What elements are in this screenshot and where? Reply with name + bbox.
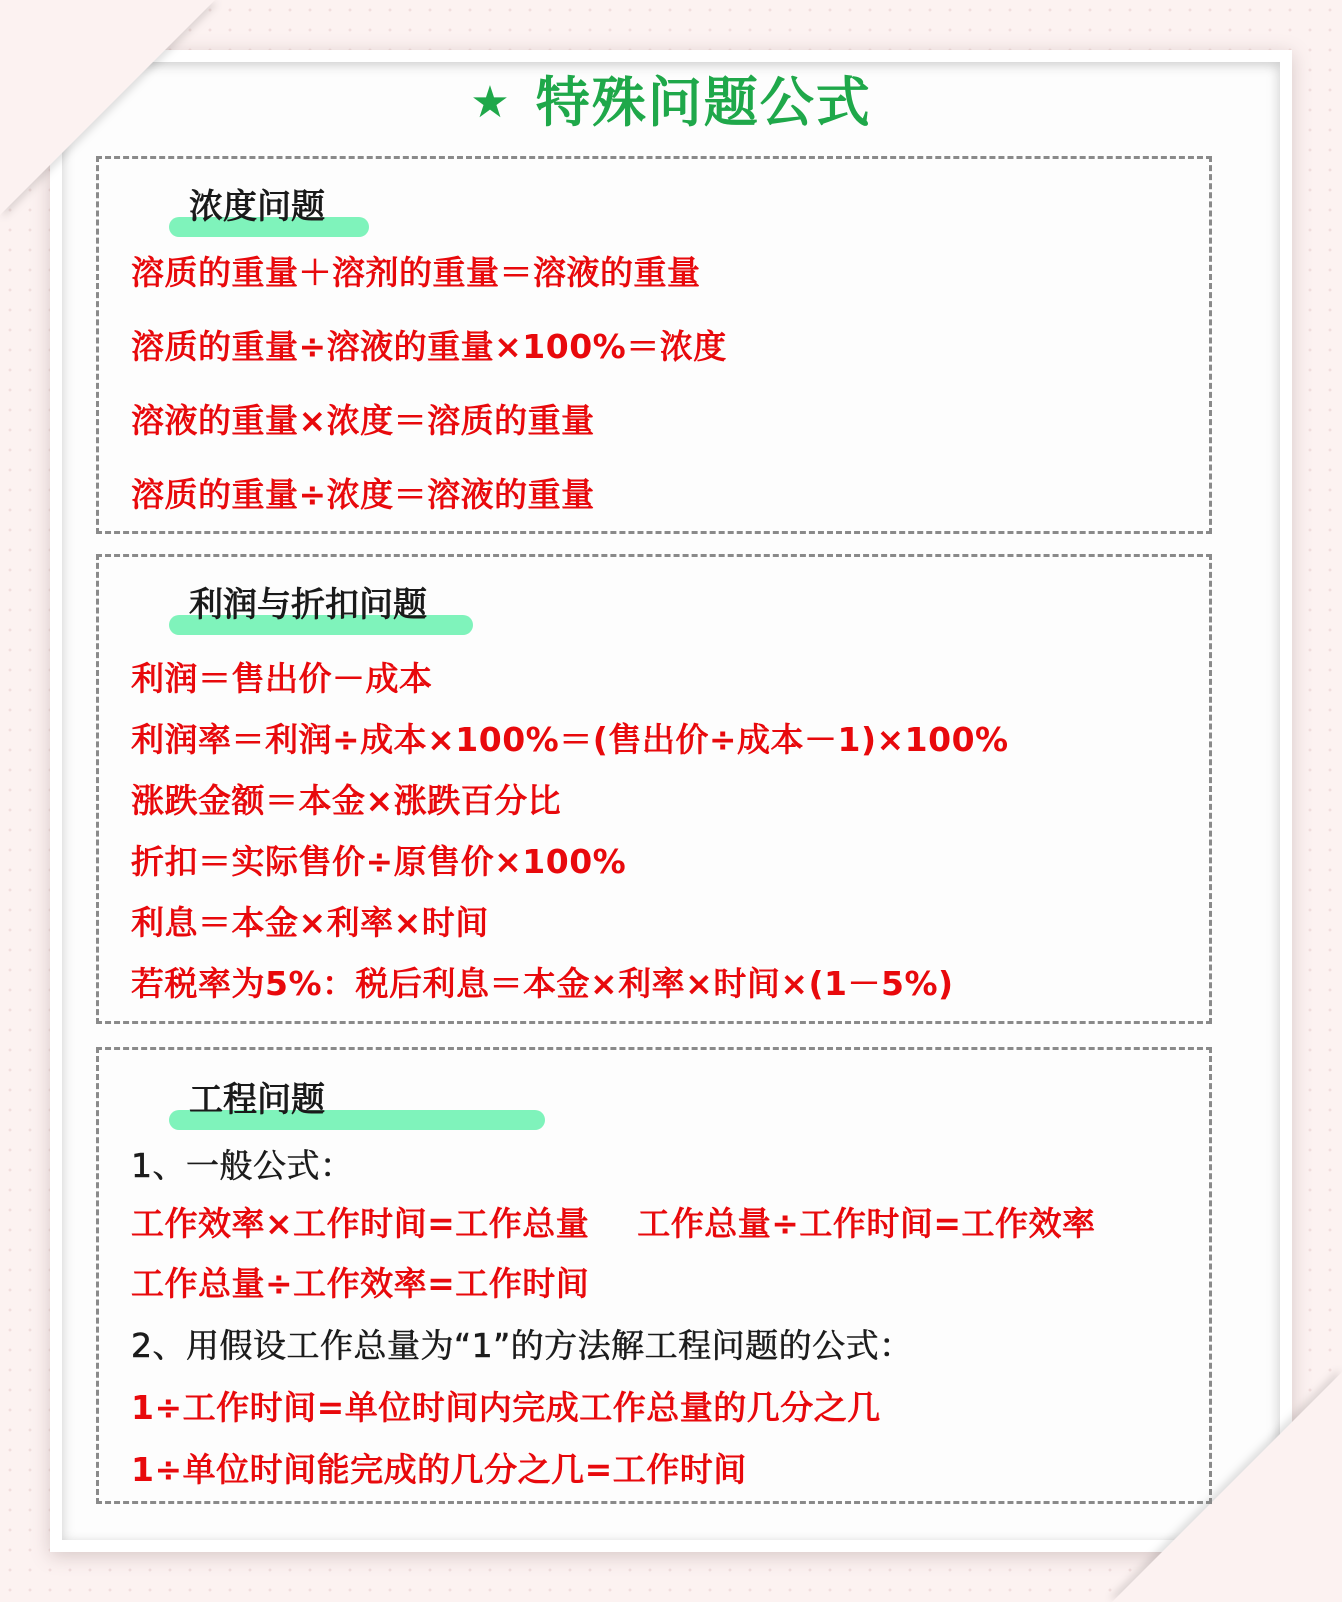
section-heading <box>169 1072 545 1130</box>
section-engineering <box>96 1047 1212 1504</box>
section-profit-discount <box>96 554 1212 1024</box>
formula-line: 利息＝本金×利率×时间 <box>131 903 489 942</box>
formula-line: 利润＝售出价－成本 <box>131 659 433 698</box>
formula-line: 若税率为5%：税后利息＝本金×利率×时间×(1－5%) <box>131 964 954 1003</box>
formula-line: 溶液的重量×浓度＝溶质的重量 <box>131 401 595 440</box>
page-title <box>0 60 1342 137</box>
star-icon: ★ <box>470 77 512 128</box>
subheading-line: 2、用假设工作总量为“1”的方法解工程问题的公式： <box>131 1326 913 1365</box>
formula-line: 溶质的重量÷浓度＝溶液的重量 <box>131 475 595 514</box>
section-heading-text: 利润与折扣问题 <box>189 585 427 625</box>
section-concentration <box>96 156 1212 534</box>
section-heading <box>169 179 369 237</box>
formula-line: 1÷单位时间能完成的几分之几=工作时间 <box>131 1450 747 1489</box>
formula-line: 利润率＝利润÷成本×100%＝(售出价÷成本－1)×100% <box>131 720 1009 759</box>
formula-line: 溶质的重量＋溶剂的重量＝溶液的重量 <box>131 253 701 292</box>
subheading-line: 1、一般公式： <box>131 1146 354 1185</box>
formula-line: 工作总量÷工作效率=工作时间 <box>131 1264 590 1303</box>
formula-line: 工作效率×工作时间=工作总量 工作总量÷工作时间=工作效率 <box>131 1204 1096 1243</box>
formula-line: 折扣＝实际售价÷原售价×100% <box>131 842 627 881</box>
formula-line: 涨跌金额＝本金×涨跌百分比 <box>131 781 562 820</box>
section-heading-text: 浓度问题 <box>189 187 325 227</box>
formula-line: 溶质的重量÷溶液的重量×100%＝浓度 <box>131 327 727 366</box>
section-heading-text: 工程问题 <box>189 1080 325 1120</box>
section-heading <box>169 577 473 635</box>
formula-line: 1÷工作时间=单位时间内完成工作总量的几分之几 <box>131 1388 881 1427</box>
page-title-text: 特殊问题公式 <box>535 71 872 134</box>
